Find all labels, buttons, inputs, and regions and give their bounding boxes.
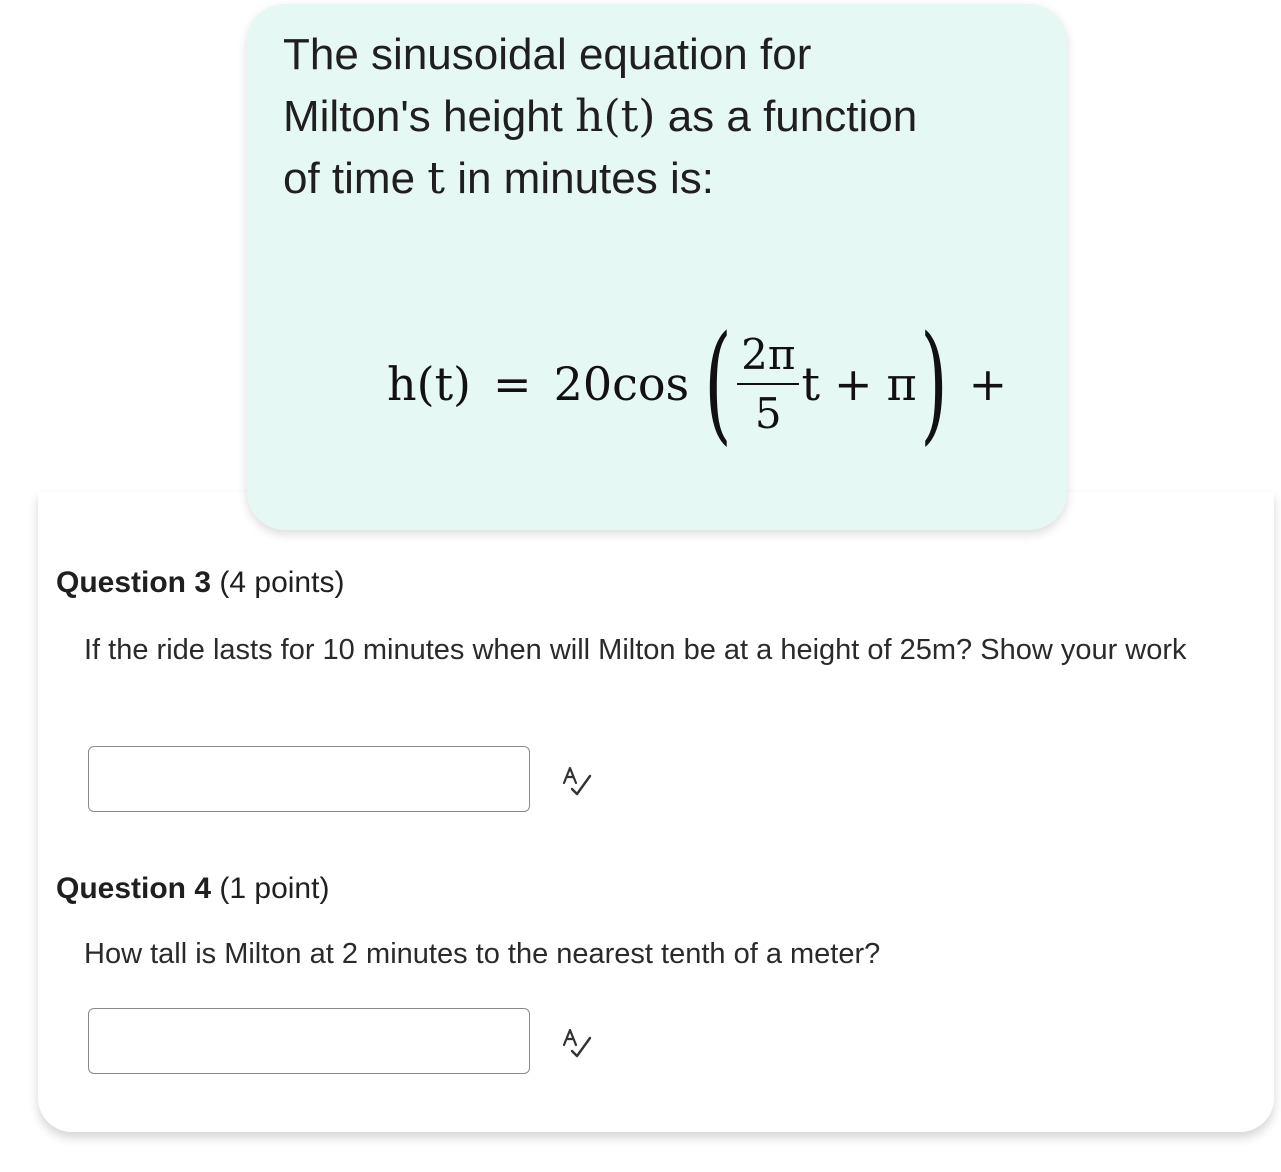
popup-line-3 (283, 148, 1043, 210)
question-4-answer-input[interactable] (88, 1008, 530, 1074)
popup-text: of time (283, 154, 428, 203)
question-3-text: If the ride lasts for 10 minutes when will Milton be at a height of 25m? Show your work (84, 634, 1187, 666)
fraction-denominator: 5 (754, 389, 782, 438)
popup-text: in minutes is: (444, 154, 714, 203)
equation-fraction (737, 330, 799, 438)
left-paren: ( (704, 309, 732, 458)
inline-math-t: t (427, 153, 445, 204)
question-4-heading (56, 872, 329, 906)
question-points: (1 point) (219, 872, 330, 905)
equation-trailing-plus: + (968, 357, 1008, 411)
popup-text: Milton's height (283, 92, 576, 141)
popup-line-2 (283, 86, 1043, 148)
equation-equals: = (493, 357, 532, 411)
spell-check-icon[interactable] (560, 764, 594, 798)
popup-line-1: The sinusoidal equation for (283, 30, 812, 79)
equation-coefficient: 20cos (553, 357, 690, 411)
equation-plus: + (833, 357, 873, 411)
spell-check-icon[interactable] (560, 1026, 594, 1060)
question-3-answer-input[interactable] (88, 746, 530, 812)
question-number: Question 3 (56, 566, 212, 599)
equation-variable: t (801, 357, 820, 411)
popup-description (283, 24, 1043, 210)
equation-pi: π (886, 357, 917, 411)
equation-popup (247, 4, 1067, 530)
inline-math-h-of-t: h(t) (575, 91, 656, 142)
question-3-heading (56, 566, 344, 600)
right-paren: ) (919, 309, 948, 458)
question-number: Question 4 (56, 872, 212, 905)
question-4-text: How tall is Milton at 2 minutes to the nearest tenth of a meter? (84, 938, 881, 970)
question-points: (4 points) (219, 566, 345, 599)
height-equation (387, 309, 1007, 459)
popup-text: as a function (655, 92, 918, 141)
equation-lhs: h(t) (387, 357, 472, 411)
fraction-numerator: 2π (737, 330, 799, 385)
